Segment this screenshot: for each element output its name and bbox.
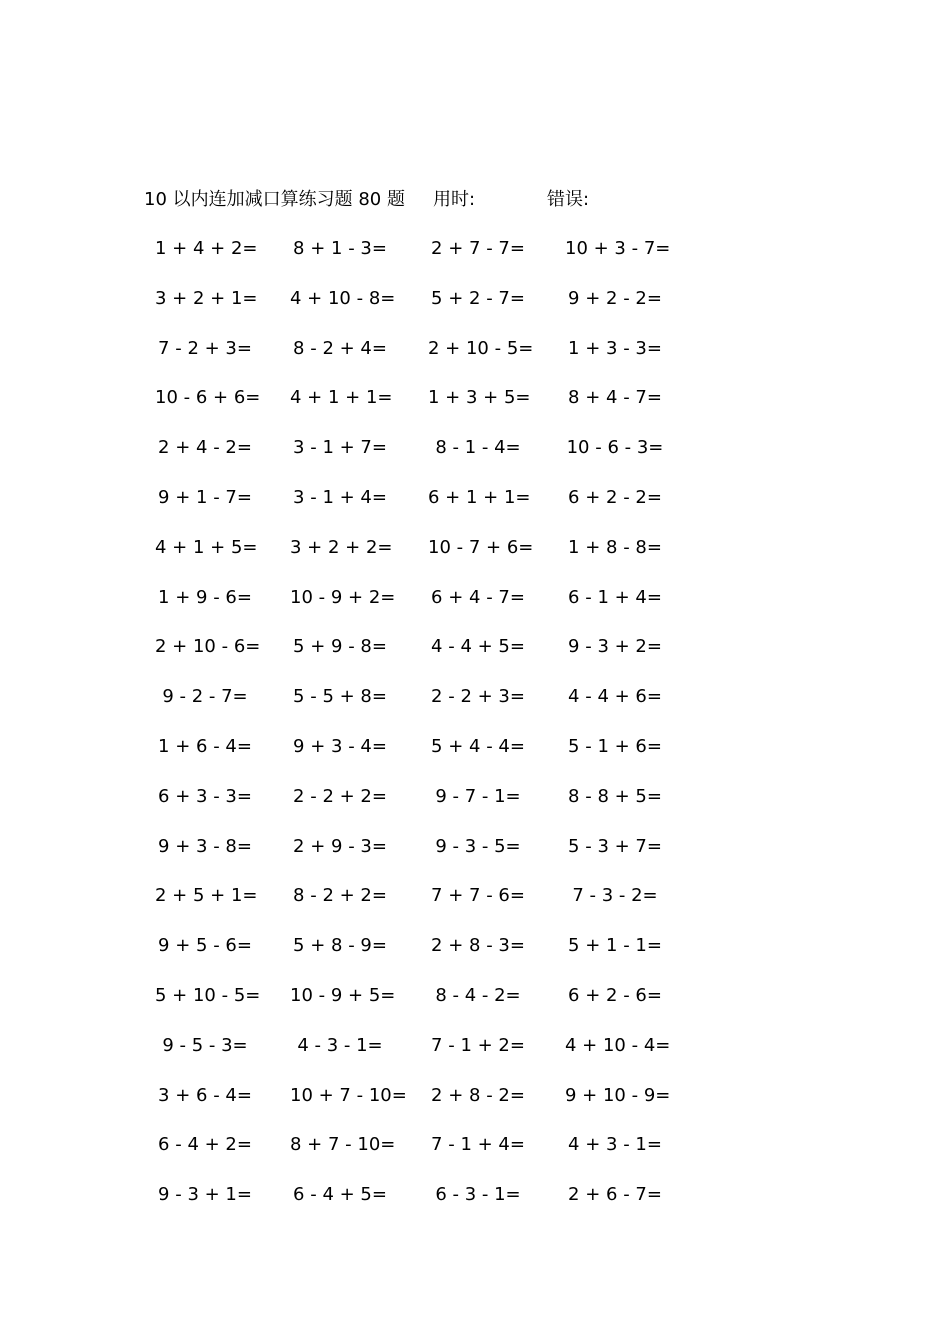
problem-item: 9 + 3 - 4= (293, 735, 387, 757)
problem-item: 2 + 6 - 7= (568, 1184, 662, 1206)
problem-item: 4 - 4 + 6= (568, 686, 662, 708)
problem-row (0, 631, 950, 681)
problem-item: 7 - 1 + 2= (431, 1034, 525, 1056)
problem-item: 4 + 10 - 4= (565, 1034, 671, 1056)
problem-item: 10 - 7 + 6= (428, 536, 534, 558)
problem-item: 9 - 7 - 1= (435, 785, 521, 807)
problem-item: 6 + 2 - 6= (568, 984, 662, 1006)
problem-item: 5 + 9 - 8= (293, 636, 387, 658)
problem-item: 2 + 7 - 7= (431, 238, 525, 259)
problem-item: 6 - 4 + 2= (158, 1134, 252, 1156)
problem-item: 10 + 3 - 7= (565, 238, 671, 259)
problem-item: 5 - 5 + 8= (293, 686, 387, 708)
problem-item: 8 - 2 + 4= (293, 337, 387, 359)
problem-row (0, 831, 950, 881)
problem-item: 3 + 6 - 4= (158, 1084, 252, 1106)
problem-item: 8 - 1 - 4= (435, 437, 521, 459)
problem-item: 3 - 1 + 4= (293, 486, 387, 508)
problem-row (0, 880, 950, 930)
problem-row (0, 681, 950, 731)
problem-item: 10 + 7 - 10= (290, 1084, 407, 1106)
problem-item: 4 + 1 + 5= (155, 536, 258, 558)
problem-item: 6 + 3 - 3= (158, 785, 252, 807)
problem-item: 7 - 1 + 4= (431, 1134, 525, 1156)
problem-item: 6 - 4 + 5= (293, 1184, 387, 1206)
problem-item: 5 + 4 - 4= (431, 735, 525, 757)
problem-item: 2 + 8 - 2= (431, 1084, 525, 1106)
problem-item: 3 + 2 + 2= (290, 536, 393, 558)
problem-item: 9 - 5 - 3= (162, 1034, 248, 1056)
problem-item: 9 + 10 - 9= (565, 1084, 671, 1106)
problem-item: 3 + 2 + 1= (155, 287, 258, 309)
problem-row (0, 233, 950, 283)
problem-item: 4 - 3 - 1= (297, 1034, 383, 1056)
problem-item: 10 - 9 + 5= (290, 984, 396, 1006)
problem-row (0, 731, 950, 781)
problem-row (0, 582, 950, 632)
problem-item: 10 - 6 - 3= (566, 437, 664, 459)
problem-item: 9 + 3 - 8= (158, 835, 252, 857)
problem-grid (0, 233, 950, 1229)
problem-row (0, 333, 950, 383)
problem-row (0, 1129, 950, 1179)
problem-row (0, 781, 950, 831)
problem-item: 2 + 5 + 1= (155, 885, 258, 907)
problem-item: 1 + 3 - 3= (568, 337, 662, 359)
problem-item: 10 - 9 + 2= (290, 586, 396, 608)
problem-item: 3 - 1 + 7= (293, 437, 387, 459)
problem-item: 9 - 2 - 7= (162, 686, 248, 708)
time-used-label: 用时: (433, 189, 476, 210)
problem-row (0, 382, 950, 432)
problem-item: 4 - 4 + 5= (431, 636, 525, 658)
problem-item: 8 - 2 + 2= (293, 885, 387, 907)
problem-item: 1 + 4 + 2= (155, 238, 258, 259)
problem-item: 6 - 3 - 1= (435, 1184, 521, 1206)
problem-item: 9 - 3 - 5= (435, 835, 521, 857)
problem-item: 2 + 10 - 6= (155, 636, 261, 658)
problem-item: 2 - 2 + 2= (293, 785, 387, 807)
problem-item: 2 + 4 - 2= (158, 437, 252, 459)
problem-item: 8 - 8 + 5= (568, 785, 662, 807)
problem-item: 4 + 1 + 1= (290, 387, 393, 409)
problem-item: 4 + 10 - 8= (290, 287, 396, 309)
problem-item: 8 + 1 - 3= (293, 238, 387, 259)
problem-row (0, 1030, 950, 1080)
problem-item: 8 + 4 - 7= (568, 387, 662, 409)
problem-item: 6 + 1 + 1= (428, 486, 531, 508)
problem-item: 1 + 8 - 8= (568, 536, 662, 558)
problem-item: 4 + 3 - 1= (568, 1134, 662, 1156)
problem-item: 5 - 1 + 6= (568, 735, 662, 757)
problem-item: 1 + 3 + 5= (428, 387, 531, 409)
problem-item: 5 + 1 - 1= (568, 935, 662, 957)
problem-item: 6 - 1 + 4= (568, 586, 662, 608)
problem-row (0, 980, 950, 1030)
problem-item: 8 - 4 - 2= (435, 984, 521, 1006)
problem-row (0, 1080, 950, 1130)
problem-item: 2 + 9 - 3= (293, 835, 387, 857)
problem-item: 6 + 4 - 7= (431, 586, 525, 608)
problem-row (0, 1179, 950, 1229)
problem-item: 7 - 2 + 3= (158, 337, 252, 359)
errors-label: 错误: (547, 189, 590, 210)
problem-item: 9 + 5 - 6= (158, 935, 252, 957)
problem-row (0, 482, 950, 532)
problem-item: 5 - 3 + 7= (568, 835, 662, 857)
problem-item: 7 + 7 - 6= (431, 885, 525, 907)
problem-item: 6 + 2 - 2= (568, 486, 662, 508)
problem-item: 9 - 3 + 1= (158, 1184, 252, 1206)
worksheet-title: 10 以内连加减口算练习题 80 题 (144, 189, 405, 210)
problem-row (0, 532, 950, 582)
problem-item: 10 - 6 + 6= (155, 387, 261, 409)
problem-item: 2 + 8 - 3= (431, 935, 525, 957)
problem-item: 5 + 10 - 5= (155, 984, 261, 1006)
problem-item: 9 + 2 - 2= (568, 287, 662, 309)
problem-item: 1 + 9 - 6= (158, 586, 252, 608)
problem-item: 2 + 10 - 5= (428, 337, 534, 359)
problem-item: 2 - 2 + 3= (431, 686, 525, 708)
problem-item: 9 + 1 - 7= (158, 486, 252, 508)
problem-row (0, 283, 950, 333)
problem-item: 9 - 3 + 2= (568, 636, 662, 658)
problem-item: 5 + 8 - 9= (293, 935, 387, 957)
problem-item: 5 + 2 - 7= (431, 287, 525, 309)
worksheet-header (0, 186, 950, 214)
problem-item: 7 - 3 - 2= (572, 885, 658, 907)
problem-item: 1 + 6 - 4= (158, 735, 252, 757)
problem-item: 8 + 7 - 10= (290, 1134, 396, 1156)
problem-row (0, 432, 950, 482)
problem-row (0, 930, 950, 980)
